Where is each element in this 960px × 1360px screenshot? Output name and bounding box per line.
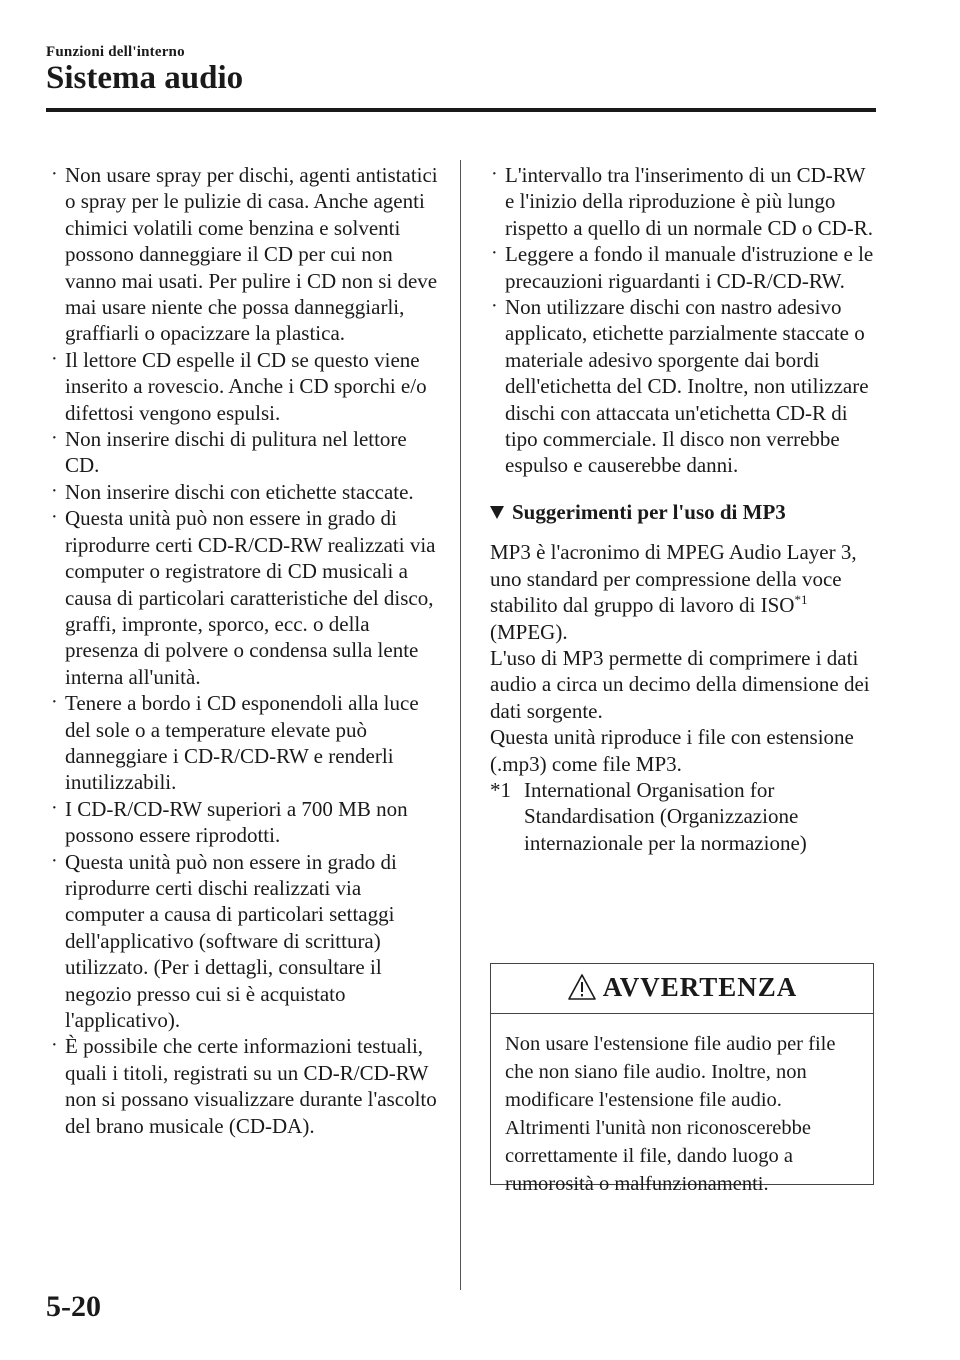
list-item-text: È possibile che certe informazioni testuali, quali i titoli, registrati su un CD-R/CD-RW non si possano visualizzare durante l'ascolto del brano musicale (CD-DA). bbox=[65, 1034, 437, 1138]
list-item-text: Leggere a fondo il manuale d'istruzione e le precauzioni riguardanti i CD-R/CD-RW. bbox=[505, 242, 874, 293]
list-item-text: Non inserire dischi con etichette staccate. bbox=[65, 479, 414, 504]
bullet-dot-icon: · bbox=[51, 347, 58, 370]
bullet-dot-icon: · bbox=[51, 1034, 58, 1057]
warning-title: AVVERTENZA bbox=[602, 971, 798, 1002]
mp3-paragraph-compression: L'uso di MP3 permette di comprimere i dati audio a circa un decimo della dimensione dei dati sorgente. bbox=[490, 645, 870, 723]
list-item bbox=[490, 294, 878, 479]
mp3-subheading-text: Suggerimenti per l'uso di MP3 bbox=[512, 499, 786, 524]
list-item-text: Il lettore CD espelle il CD se questo viene inserito a rovescio. Anche i CD sporchi e/o difettosi vengono espulsi. bbox=[65, 347, 427, 425]
page-number: 5-20 bbox=[46, 1290, 101, 1323]
title-rule bbox=[46, 108, 876, 112]
list-item bbox=[490, 162, 878, 241]
warning-triangle-icon bbox=[567, 973, 597, 1001]
right-bullet-list bbox=[490, 162, 878, 479]
bullet-dot-icon: · bbox=[51, 163, 58, 185]
footnote-ref: *1 bbox=[794, 592, 808, 608]
footnote-mark: *1 bbox=[490, 777, 511, 802]
warning-rule bbox=[491, 1013, 873, 1014]
mp3-para1-text: MP3 è l'acronimo di MPEG Audio Layer 3, uno standard per compressione della voce stabilito dal gruppo di lavoro di ISO bbox=[490, 540, 857, 618]
list-item bbox=[50, 505, 442, 690]
list-item bbox=[490, 241, 878, 294]
warning-text: Non usare l'estensione file audio per file che non siano file audio. Inoltre, non modificare l'estensione file audio. Altrimenti l'unità non riconoscerebbe correttamente il file, dando luogo a rumorosità o malfunzionamenti. bbox=[505, 1033, 836, 1195]
triangle-down-icon bbox=[490, 506, 504, 519]
right-column bbox=[490, 162, 878, 856]
list-item bbox=[50, 849, 442, 1034]
section-label: Funzioni dell'interno bbox=[46, 44, 185, 60]
warning-header bbox=[491, 964, 873, 1010]
bullet-dot-icon: · bbox=[51, 506, 58, 529]
left-column bbox=[50, 162, 442, 1139]
column-divider bbox=[460, 160, 461, 1290]
list-item-text: Non utilizzare dischi con nastro adesivo applicato, etichette parzialmente staccate o materiale adesivo sporgente dai bordi dell'etichetta del CD. Inoltre, non utilizzare dischi con attaccata un'etichetta CD-R di tipo commerciale. Il disco non verrebbe espulso e causerebbe danni. bbox=[505, 295, 869, 478]
list-item bbox=[50, 162, 442, 347]
bullet-dot-icon: · bbox=[491, 163, 498, 185]
warning-box bbox=[490, 963, 874, 1195]
bullet-dot-icon: · bbox=[51, 849, 58, 872]
mp3-paragraph-intro bbox=[490, 539, 878, 645]
list-item bbox=[50, 479, 442, 505]
bullet-dot-icon: · bbox=[51, 479, 58, 502]
list-item bbox=[50, 690, 442, 796]
bullet-dot-icon: · bbox=[51, 427, 58, 450]
bullet-dot-icon: · bbox=[491, 295, 498, 318]
list-item bbox=[50, 1033, 442, 1139]
footnote bbox=[490, 777, 878, 856]
list-item bbox=[50, 426, 442, 479]
page-title: Sistema audio bbox=[46, 60, 244, 96]
list-item-text: I CD-R/CD-RW superiori a 700 MB non possono essere riprodotti. bbox=[65, 796, 408, 848]
list-item bbox=[50, 796, 442, 849]
left-bullet-list bbox=[50, 162, 442, 1139]
list-item-text: Non inserire dischi di pulitura nel lettore CD. bbox=[65, 427, 407, 478]
list-item-text: Questa unità può non essere in grado di riprodurre certi dischi realizzati via computer a causa di particolari settaggi dell'applicativo (software di scrittura) utilizzato. (Per i dettagli, consultare il negozio presso cui si è acquistato l'applicativo). bbox=[65, 849, 397, 1032]
mp3-subheading bbox=[490, 499, 878, 525]
bullet-dot-icon: · bbox=[51, 691, 58, 714]
list-item-text: L'intervallo tra l'inserimento di un CD-RW e l'inizio della riproduzione è più lungo rispetto a quello di un normale CD o CD-R. bbox=[505, 163, 874, 240]
footnote-text: International Organisation for Standardisation (Organizzazione internazionale per la normazione) bbox=[524, 777, 807, 855]
list-item-text: Non usare spray per dischi, agenti antistatici o spray per le pulizie di casa. Anche agenti chimici volatili come benzina e solventi possono danneggiare il CD per cui non vanno mai usati. Per pulire i CD non si deve mai usare niente che possa danneggiarli, graffiarli o opacizzare la plastica. bbox=[65, 163, 438, 346]
bullet-dot-icon: · bbox=[491, 242, 498, 265]
mp3-para1-tail: (MPEG). bbox=[490, 619, 568, 644]
mp3-paragraph-extension: Questa unità riproduce i file con estensione (.mp3) come file MP3. bbox=[490, 725, 854, 776]
list-item-text: Questa unità può non essere in grado di riprodurre certi CD-R/CD-RW realizzati via computer o registratore di CD musicali a causa di particolari caratteristiche del disco, graffi, impronte, sporco, ecc. o della presenza di polvere o condensa sulla lente interna all'unità. bbox=[65, 506, 436, 689]
bullet-dot-icon: · bbox=[51, 796, 58, 819]
list-item-text: Tenere a bordo i CD esponendoli alla luce del sole o a temperature elevate può danneggiare i CD-R/CD-RW e renderli inutilizzabili. bbox=[65, 691, 419, 795]
list-item bbox=[50, 347, 442, 426]
